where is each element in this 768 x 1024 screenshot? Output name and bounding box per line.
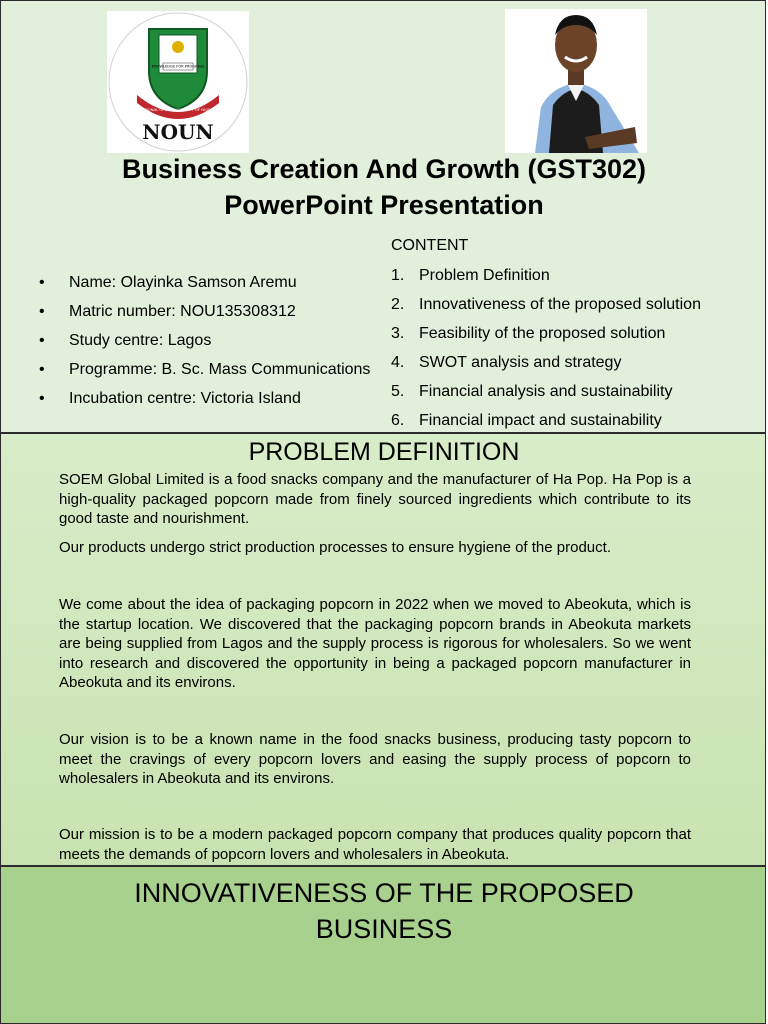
list-item-programme: [39, 360, 379, 380]
content-number: 6.: [391, 412, 405, 429]
presenter-portrait-icon: [505, 9, 647, 153]
list-item-matric: [39, 302, 379, 322]
list-item-name: [39, 273, 379, 293]
content-text: Innovativeness of the proposed solution: [419, 296, 701, 313]
content-number: 3.: [391, 325, 405, 342]
content-number: 1.: [391, 267, 405, 284]
content-text: Problem Definition: [419, 267, 550, 284]
detail-text: Incubation centre: Victoria Island: [69, 390, 301, 407]
logo-motto-text: KNOWLEDGE FOR PROGRESS: [151, 64, 205, 69]
cover-slide: [0, 0, 766, 433]
list-item-incubation: [39, 389, 379, 409]
presenter-details-list: [39, 273, 379, 418]
content-item: [391, 382, 701, 411]
bullet-icon: •: [39, 361, 45, 378]
bullet-icon: •: [39, 274, 45, 291]
section-title-line2: BUSINESS: [315, 914, 453, 944]
content-text: Financial analysis and sustainability: [419, 383, 673, 400]
content-text: SWOT analysis and strategy: [419, 354, 622, 371]
paragraph: Our mission is to be a modern packaged popcorn company that produces quality popcorn that meets the demands of popcorn lovers and wholesalers in Abeokuta.: [59, 826, 691, 863]
innovativeness-slide: [0, 866, 766, 1024]
detail-text: Study centre: Lagos: [69, 332, 212, 349]
section-title-line1: INNOVATIVENESS OF THE PROPOSED: [134, 878, 634, 908]
presentation-title-line2: PowerPoint Presentation: [224, 190, 544, 220]
detail-text: Matric number: NOU135308312: [69, 303, 296, 320]
list-item-study-centre: [39, 331, 379, 351]
logo-institution-text: NATIONAL OPEN UNIVERSITY OF NIGERIA: [139, 107, 217, 112]
problem-definition-slide: [0, 433, 766, 866]
paragraph: SOEM Global Limited is a food snacks company and the manufacturer of Ha Pop. Ha Pop is a high-quality packaged popcorn made from finely sourced ingredients which contribute to its good taste and nourishment.: [59, 471, 691, 527]
content-text: Feasibility of the proposed solution: [419, 325, 666, 342]
bullet-icon: •: [39, 303, 45, 320]
presenter-photo: [505, 9, 647, 153]
detail-text: Programme: B. Sc. Mass Communications: [69, 361, 371, 378]
bullet-icon: •: [39, 332, 45, 349]
paragraph: We come about the idea of packaging popcorn in 2022 when we moved to Abeokuta, which is the startup location. We discovered that the packaging popcorn brands in Abeokuta markets are being supplied from Lagos and the supply process is rigorous for wholesalers. So we went into research and discovered the opportunity in being a packaged popcorn manufacturer in Abeokuta and its environs.: [59, 596, 691, 691]
content-item: [391, 295, 701, 324]
content-list: [391, 266, 701, 440]
content-text: Financial impact and sustainability: [419, 412, 662, 429]
bullet-icon: •: [39, 390, 45, 407]
content-heading: CONTENT: [391, 237, 469, 254]
paragraph: Our vision is to be a known name in the food snacks business, producing tasty popcorn to meet the cravings of every popcorn lovers and easing the supply process of popcorn to wholesalers in Abeokuta and its environs.: [59, 731, 691, 787]
noun-logo: [107, 11, 249, 153]
logo-text: NOUN: [142, 120, 214, 144]
section-title: PROBLEM DEFINITION: [248, 438, 520, 466]
content-item: [391, 324, 701, 353]
presentation-title-line1: Business Creation And Growth (GST302): [121, 154, 647, 184]
content-item: [391, 353, 701, 382]
noun-logo-icon: [107, 11, 249, 153]
content-number: 2.: [391, 296, 405, 313]
paragraph: Our products undergo strict production processes to ensure hygiene of the product.: [59, 539, 611, 556]
content-number: 4.: [391, 354, 405, 371]
content-number: 5.: [391, 383, 405, 400]
content-item: [391, 266, 701, 295]
detail-text: Name: Olayinka Samson Aremu: [69, 274, 297, 291]
